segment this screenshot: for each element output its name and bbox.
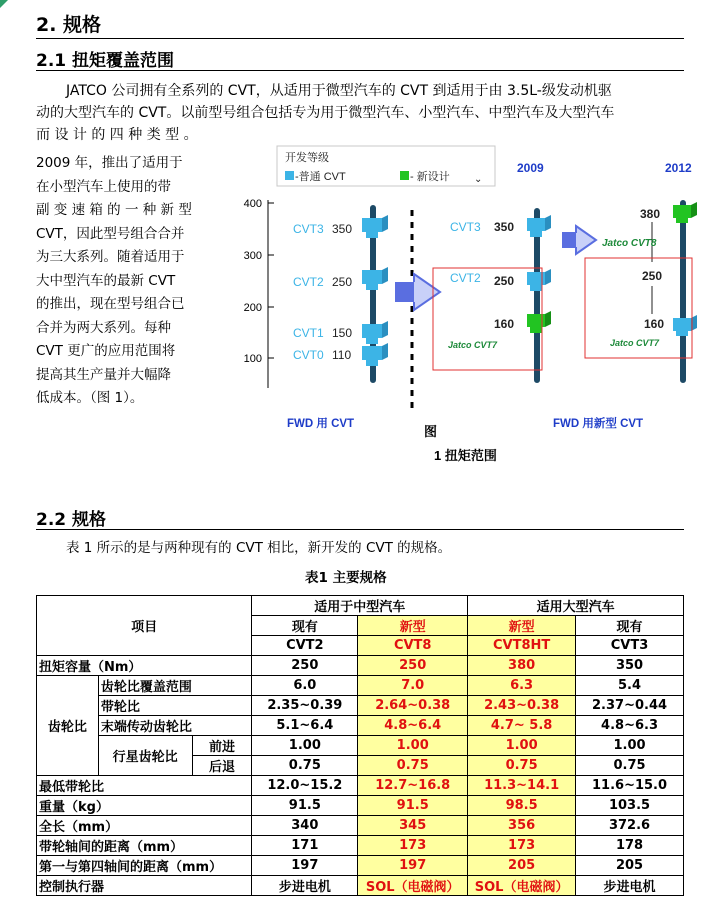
table-cell: 2.64~0.38: [358, 696, 468, 716]
table-cell: 步进电机: [252, 876, 358, 896]
table-cell: 178: [576, 836, 684, 856]
table-cell: 340: [252, 816, 358, 836]
table-cell: 5.1~6.4: [252, 716, 358, 736]
side-line: 低成本。（图 1）。: [36, 390, 144, 406]
status-cell: 新型: [358, 616, 468, 636]
year-2012: 2012: [665, 161, 692, 175]
side-line: 2009 年，推出了适用于: [36, 155, 183, 171]
table-cell: 1.00: [358, 736, 468, 756]
marker-cvt1: [362, 321, 388, 344]
table-cell: 197: [252, 856, 358, 876]
legend-normal-label: -普通 CVT: [295, 171, 346, 183]
fwd-label-left: FWD 用 CVT: [287, 418, 355, 430]
table-cell: 173: [468, 836, 576, 856]
marker-right-160: [673, 315, 697, 336]
marker-right-380: [673, 202, 697, 223]
table-cell: SOL（电磁阀）: [358, 876, 468, 896]
label-cvt0-name: CVT0: [293, 348, 324, 362]
row-label: 行星齿轮比: [98, 736, 192, 776]
table-cell: 6.0: [252, 676, 358, 696]
row-label: 重量（kg）: [37, 796, 252, 816]
figure-caption: 1 扭矩范围: [434, 448, 497, 463]
legend-new-label: - 新设计: [410, 171, 450, 183]
marker-cvt0: [362, 343, 388, 366]
label-mid-new-value: 160: [494, 317, 515, 331]
table-row: [37, 856, 684, 876]
table-row: [37, 716, 684, 736]
table-cell: 171: [252, 836, 358, 856]
table-cell: 1.00: [576, 736, 684, 756]
intro-line-3: 而 设 计 的 四 种 类 型 。: [36, 127, 198, 143]
model-cell: CVT3: [576, 636, 684, 656]
intro-line-2: 动的大型汽车的 CVT。以前型号组合包括专为用于微型汽车、小型汽车、中型汽车及大型汽车: [36, 105, 615, 121]
y-tick-label: 300: [243, 250, 262, 262]
table-row: [37, 876, 684, 896]
row-label: 前进: [192, 736, 252, 756]
table-cell: 250: [358, 656, 468, 676]
row-label: 最低带轮比: [37, 776, 252, 796]
table-cell: 98.5: [468, 796, 576, 816]
table-row: [37, 696, 684, 716]
subsection-title-spec: 2.2 规格: [36, 510, 107, 530]
table-cell: 205: [468, 856, 576, 876]
side-line: 为三大系列。随着适用于: [36, 249, 185, 265]
label-cvt3-value: 350: [332, 222, 353, 236]
item-header: 项目: [37, 596, 252, 656]
spec-intro: 表 1 所示的是与两种现有的 CVT 相比，新开发的 CVT 的规格。: [66, 540, 452, 556]
table-cell: 0.75: [252, 756, 358, 776]
spec-table: [36, 595, 684, 896]
table-cell: 1.00: [468, 736, 576, 756]
table-cell: 4.7~ 5.8: [468, 716, 576, 736]
model-cell: CVT2: [252, 636, 358, 656]
marker-mid-cvt2: [527, 269, 551, 291]
table-cell: 12.7~16.8: [358, 776, 468, 796]
row-label: 带轮比: [98, 696, 252, 716]
y-tick-label: 400: [243, 198, 262, 210]
row-label: 末端传动齿轮比: [98, 716, 252, 736]
table-cell: SOL（电磁阀）: [468, 876, 576, 896]
mid-group-header: 适用于中型汽车: [252, 596, 468, 616]
side-line: CVT 更广的应用范围将: [36, 343, 176, 359]
legend-dropdown-icon: ⌄: [474, 174, 483, 185]
arrow-icon: [562, 226, 596, 254]
table-cell: 4.8~6.3: [576, 716, 684, 736]
row-label: 扭矩容量（Nm）: [37, 656, 252, 676]
subsection-rule-2: [36, 529, 684, 530]
table-cell: 173: [358, 836, 468, 856]
table-cell: 12.0~15.2: [252, 776, 358, 796]
label-cvt2-name: CVT2: [293, 275, 324, 289]
label-right-380: 380: [640, 207, 661, 221]
row-label: 全长（mm）: [37, 816, 252, 836]
logo-cvt7-2009: Jatco CVT7: [448, 340, 498, 350]
logo-cvt8: Jatco CVT8: [602, 238, 657, 249]
table-title: 表1 主要规格: [305, 570, 387, 586]
model-cell: CVT8HT: [468, 636, 576, 656]
row-label: 齿轮比覆盖范围: [98, 676, 252, 696]
label-cvt1-value: 150: [332, 326, 353, 340]
side-line: CVT，因此型号组合合并: [36, 225, 185, 242]
label-cvt3-name: CVT3: [293, 222, 324, 236]
table-cell: 103.5: [576, 796, 684, 816]
right-post: [680, 200, 686, 383]
table-cell: 205: [576, 856, 684, 876]
row-label: 控制执行器: [37, 876, 252, 896]
side-line: 大中型汽车的最新 CVT: [36, 272, 176, 289]
table-cell: 356: [468, 816, 576, 836]
table-cell: 步进电机: [576, 876, 684, 896]
row-label: 齿轮比: [37, 676, 99, 776]
table-cell: 197: [358, 856, 468, 876]
legend-title: 开发等级: [285, 152, 329, 164]
label-mid-cvt2-name: CVT2: [450, 271, 481, 285]
table-row: [37, 596, 684, 616]
marker-mid-cvt3: [527, 215, 551, 237]
table-row: [37, 796, 684, 816]
table-cell: 0.75: [576, 756, 684, 776]
table-cell: 2.43~0.38: [468, 696, 576, 716]
y-tick-label: 200: [243, 302, 262, 314]
table-cell: 7.0: [358, 676, 468, 696]
marker-mid-new: [527, 311, 551, 333]
table-cell: 2.37~0.44: [576, 696, 684, 716]
row-label: 后退: [192, 756, 252, 776]
side-line: 在小型汽车上使用的带: [36, 178, 171, 195]
marker-cvt3: [362, 215, 388, 238]
table-cell: 91.5: [252, 796, 358, 816]
table-cell: 380: [468, 656, 576, 676]
label-right-160: 160: [644, 317, 665, 331]
side-line: 的推出，现在型号组合已: [36, 296, 185, 312]
table-cell: 345: [358, 816, 468, 836]
table-row: [37, 836, 684, 856]
status-cell: 现有: [252, 616, 358, 636]
legend-new-swatch: [400, 171, 409, 180]
figure-caption-word: 图: [424, 424, 438, 439]
large-group-header: 适用大型汽车: [468, 596, 684, 616]
table-cell: 0.75: [468, 756, 576, 776]
table-row: [37, 656, 684, 676]
table-cell: 4.8~6.4: [358, 716, 468, 736]
table-row: [37, 676, 684, 696]
side-line: 提高其生产量并大幅降: [36, 366, 171, 383]
logo-cvt7-2012: Jatco CVT7: [610, 338, 660, 348]
label-cvt2-value: 250: [332, 275, 353, 289]
fwd-label-right: FWD 用新型 CVT: [553, 418, 644, 430]
side-line: 合并为两大系列。每种: [36, 319, 171, 336]
table-cell: 1.00: [252, 736, 358, 756]
subsection-title-torque: 2.1 扭矩覆盖范围: [36, 51, 175, 71]
table-cell: 91.5: [358, 796, 468, 816]
row-label: 第一与第四轴间的距离（mm）: [37, 856, 252, 876]
table-cell: 5.4: [576, 676, 684, 696]
model-cell: CVT8: [358, 636, 468, 656]
status-cell: 新型: [468, 616, 576, 636]
label-cvt1-name: CVT1: [293, 326, 324, 340]
table-cell: 11.6~15.0: [576, 776, 684, 796]
table-row: [37, 816, 684, 836]
label-cvt0-value: 110: [332, 348, 352, 362]
table-cell: 11.3~14.1: [468, 776, 576, 796]
table-row: [37, 776, 684, 796]
table-cell: 250: [252, 656, 358, 676]
section-title: 2. 规格: [36, 14, 102, 36]
table-cell: 372.6: [576, 816, 684, 836]
intro-line-1: JATCO 公司拥有全系列的 CVT，从适用于微型汽车的 CVT 到适用于由 3.5L-级发动机驱: [66, 83, 612, 99]
table-row: [37, 736, 684, 756]
side-line: 副 变 速 箱 的 一 种 新 型: [36, 202, 192, 218]
label-mid-cvt3-value: 350: [494, 220, 515, 234]
y-tick-label: 100: [243, 353, 262, 365]
label-mid-cvt3-name: CVT3: [450, 220, 481, 234]
table-cell: 0.75: [358, 756, 468, 776]
legend-normal-swatch: [285, 171, 294, 180]
table-cell: 2.35~0.39: [252, 696, 358, 716]
label-mid-cvt2-value: 250: [494, 274, 515, 288]
row-label: 带轮轴间的距离（mm）: [37, 836, 252, 856]
table-cell: 350: [576, 656, 684, 676]
status-cell: 现有: [576, 616, 684, 636]
label-right-250: 250: [642, 269, 663, 283]
marker-cvt2: [362, 267, 388, 290]
table-cell: 6.3: [468, 676, 576, 696]
year-2009: 2009: [517, 161, 544, 175]
